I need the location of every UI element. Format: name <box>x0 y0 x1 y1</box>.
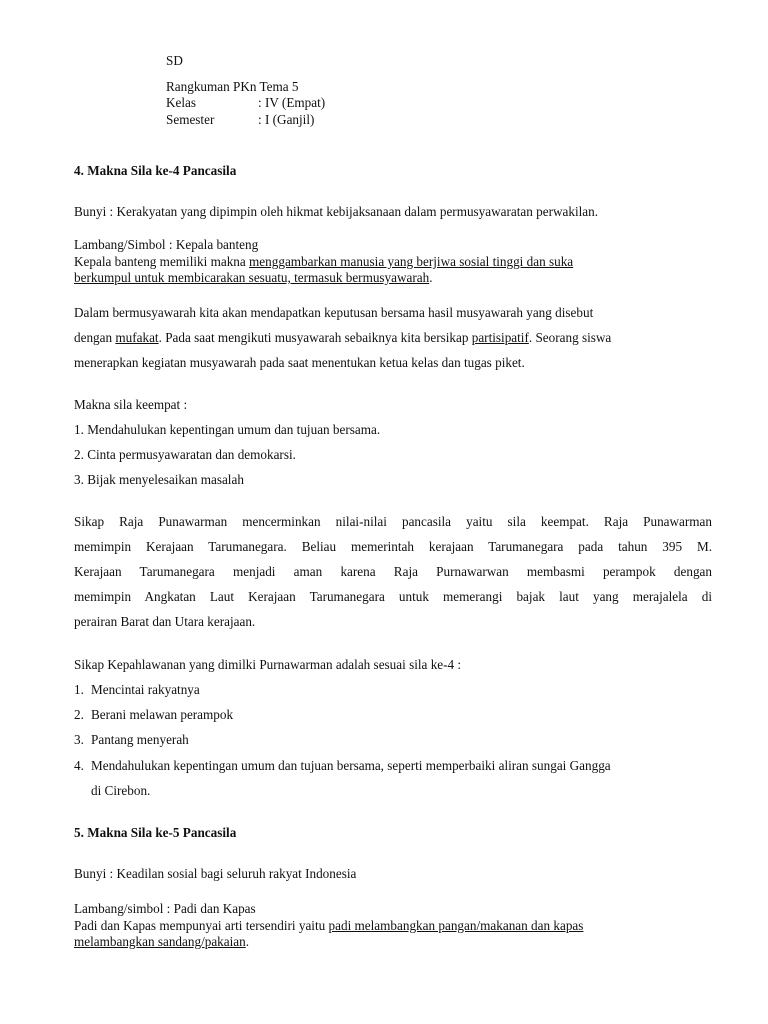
mufakat-term: mufakat <box>115 330 159 345</box>
section5-makna-line2 <box>74 933 249 950</box>
sikap-item-text: Berani melawan perampok <box>91 707 234 722</box>
musyawarah-line3: menerapkan kegiatan musyawarah pada saat menentukan ketua kelas dan tugas piket. <box>74 355 525 370</box>
sikap-item-text: Mencintai rakyatnya <box>91 682 200 697</box>
makna-keempat-title: Makna sila keempat : <box>74 397 188 412</box>
section5-lambang: Lambang/simbol : Padi dan Kapas <box>74 901 256 916</box>
sikap-item-continuation: di Cirebon. <box>91 783 151 798</box>
section4-makna-end: . <box>429 270 433 285</box>
sikap-item <box>74 731 189 748</box>
makna-keempat-item: 1. Mendahulukan kepentingan umum dan tujuan bersama. <box>74 422 381 437</box>
kelas-row <box>166 94 325 111</box>
section4-makna-line2 <box>74 269 433 286</box>
section5-makna-line1 <box>74 917 583 934</box>
sikap-item <box>74 757 611 774</box>
musyawarah-line2 <box>74 329 611 346</box>
makna-keempat-item: 3. Bijak menyelesaikan masalah <box>74 472 244 487</box>
semester-label: Semester <box>166 112 215 127</box>
raja-paragraph-line: Sikap Raja Punawarman mencerminkan nilai-nilai pancasila yaitu sila keempat. Raja Punawarman <box>74 514 712 529</box>
kelas-value: : IV (Empat) <box>258 95 326 110</box>
section4-lambang: Lambang/Simbol : Kepala banteng <box>74 237 259 252</box>
makna-keempat-item: 2. Cinta permusyawaratan dan demokarsi. <box>74 447 296 462</box>
raja-paragraph-line: memimpin Angkatan Laut Kerajaan Tarumanegara untuk memerangi bajak laut yang merajalela di <box>74 589 712 604</box>
section5-makna-underlined-2: melambangkan sandang/pakaian <box>74 934 246 949</box>
semester-row <box>166 111 314 128</box>
section4-makna-underlined-2: berkumpul untuk membicarakan sesuatu, termasuk bermusyawarah <box>74 270 430 285</box>
section4-makna-intro: Kepala banteng memiliki makna <box>74 254 250 269</box>
sikap-item <box>74 706 233 723</box>
sikap-item-text: Mendahulukan kepentingan umum dan tujuan bersama, seperti memperbaiki aliran sungai Gangga <box>91 758 611 773</box>
raja-paragraph-last-line: perairan Barat dan Utara kerajaan. <box>74 614 256 629</box>
sikap-item <box>74 681 200 698</box>
partisipatif-term: partisipatif <box>471 330 529 345</box>
raja-paragraph-line: Kerajaan Tarumanegara menjadi aman karena Raja Purnawarwan membasmi perampok dengan <box>74 564 712 579</box>
section5-makna-underlined-1: padi melambangkan pangan/makanan dan kapas <box>328 918 584 933</box>
sikap-item-number: 3. <box>74 732 84 747</box>
section4-bunyi: Bunyi : Kerakyatan yang dipimpin oleh hikmat kebijaksanaan dalam permusyawaratan perwakilan. <box>74 204 599 219</box>
sikap-item-number: 4. <box>74 758 84 773</box>
document-title: Rangkuman PKn Tema 5 <box>166 79 299 94</box>
section5-bunyi: Bunyi : Keadilan sosial bagi seluruh rakyat Indonesia <box>74 866 357 881</box>
section5-makna-intro: Padi dan Kapas mempunyai arti tersendiri yaitu <box>74 918 329 933</box>
section5-heading: 5. Makna Sila ke-5 Pancasila <box>74 825 237 840</box>
musyawarah-text-c: . Pada saat mengikuti musyawarah sebaiknya kita bersikap <box>158 330 472 345</box>
musyawarah-line1: Dalam bermusyawarah kita akan mendapatkan keputusan bersama hasil musyawarah yang disebut <box>74 305 594 320</box>
raja-paragraph-line: memimpin Kerajaan Tarumanegara. Beliau memerintah kerajaan Tarumanegara pada tahun 395 M. <box>74 539 712 554</box>
section4-makna-line1 <box>74 253 573 270</box>
section4-heading: 4. Makna Sila ke-4 Pancasila <box>74 163 237 178</box>
school-level: SD <box>166 53 183 68</box>
section5-makna-end: . <box>245 934 250 949</box>
sikap-title: Sikap Kepahlawanan yang dimilki Purnawarman adalah sesuai sila ke-4 : <box>74 657 462 672</box>
sikap-item-text: Pantang menyerah <box>91 732 189 747</box>
semester-value: : I (Ganjil) <box>258 112 315 127</box>
kelas-label: Kelas <box>166 95 197 110</box>
sikap-item-number: 1. <box>74 682 84 697</box>
musyawarah-text-e: . Seorang siswa <box>528 330 612 345</box>
musyawarah-text-a: dengan <box>74 330 116 345</box>
sikap-item-number: 2. <box>74 707 84 722</box>
section4-makna-underlined-1: menggambarkan manusia yang berjiwa sosial tinggi dan suka <box>249 254 574 269</box>
